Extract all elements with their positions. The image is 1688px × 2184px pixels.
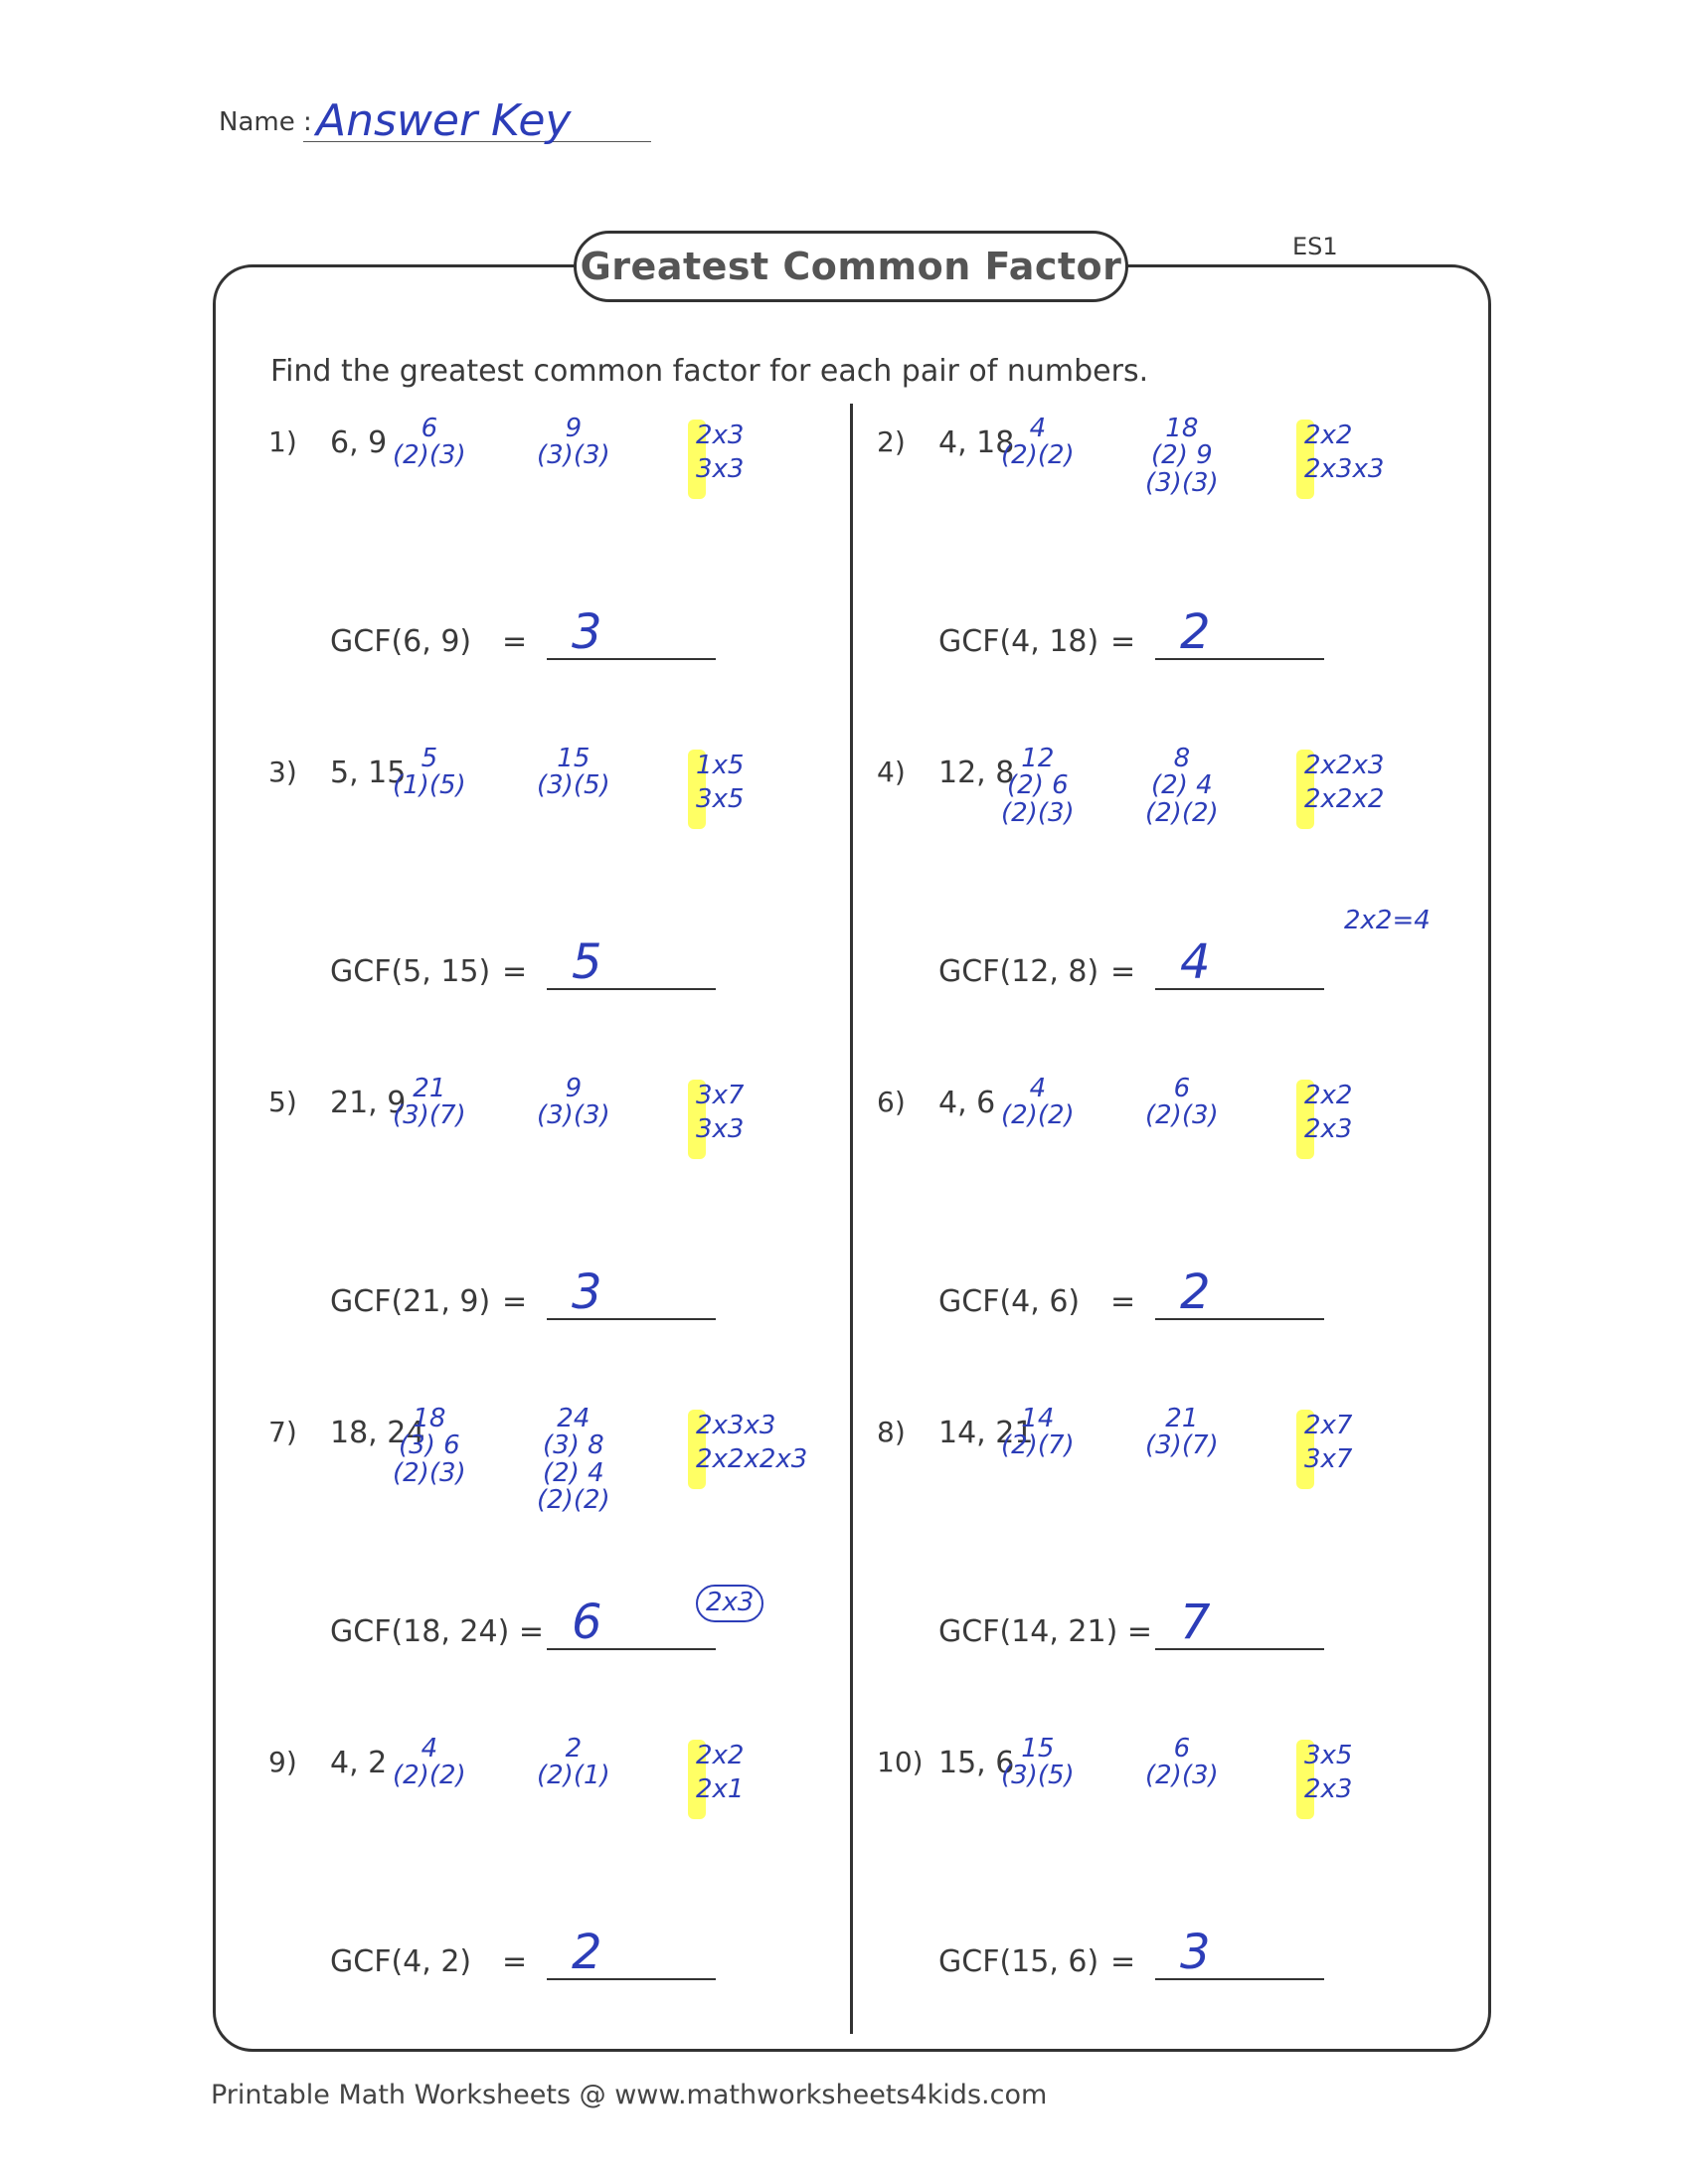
problem-numbers: 4, 18	[938, 425, 1015, 460]
problem-7	[268, 1404, 865, 1744]
problem-number: 4)	[877, 756, 906, 788]
problem-number: 5)	[268, 1086, 297, 1118]
gcf-label: GCF(4, 6)	[938, 1284, 1081, 1319]
gcf-label: GCF(15, 6)	[938, 1944, 1099, 1979]
factor-tree-b: 15 (3)(5)	[537, 744, 610, 801]
equals-sign: =	[1110, 1284, 1136, 1319]
answer: 5	[572, 934, 602, 990]
problem-numbers: 4, 2	[330, 1746, 388, 1780]
name-handwritten: Answer Key	[316, 95, 572, 146]
factor-tree-b: 18 (2) 9 (3)(3)	[1145, 414, 1219, 498]
prime-factorization: 3x5 2x3	[1304, 1741, 1353, 1804]
factor-tree-b: 6 (2)(3)	[1145, 1074, 1219, 1131]
answer: 3	[572, 604, 602, 660]
answer: 7	[1180, 1595, 1211, 1650]
problem-numbers: 14, 21	[938, 1416, 1034, 1450]
name-label: Name :	[219, 107, 312, 137]
answer: 2	[1180, 1264, 1211, 1320]
equals-sign: =	[502, 624, 528, 659]
prime-factorization: 2x3x3 2x2x2x3	[696, 1411, 808, 1474]
prime-factorization: 2x2x3 2x2x2	[1304, 751, 1385, 814]
worksheet-code: ES1	[1292, 233, 1338, 260]
problem-numbers: 12, 8	[938, 756, 1015, 790]
factor-tree-a: 4 (2)(2)	[1001, 414, 1075, 471]
equals-sign: =	[1110, 1944, 1136, 1979]
problem-number: 7)	[268, 1416, 297, 1448]
problem-2	[877, 414, 1473, 754]
factor-tree-a: 15 (3)(5)	[1001, 1734, 1075, 1791]
problem-8	[877, 1404, 1473, 1744]
problem-4	[877, 744, 1473, 1084]
factor-tree-a: 14 (2)(7)	[1001, 1404, 1075, 1461]
equals-sign: =	[502, 1284, 528, 1319]
problem-3	[268, 744, 865, 1084]
problem-numbers: 4, 6	[938, 1086, 996, 1120]
side-note: 2x3	[696, 1585, 763, 1622]
answer: 3	[1180, 1925, 1211, 1980]
factor-tree-b: 21 (3)(7)	[1145, 1404, 1219, 1461]
problem-1	[268, 414, 865, 754]
factor-tree-a: 21 (3)(7)	[393, 1074, 466, 1131]
problem-numbers: 21, 9	[330, 1086, 407, 1120]
factor-tree-a: 18 (3) 6 (2)(3)	[393, 1404, 466, 1488]
factor-tree-a: 12 (2) 6 (2)(3)	[1001, 744, 1075, 828]
factor-tree-b: 9 (3)(3)	[537, 1074, 610, 1131]
factor-tree-b: 2 (2)(1)	[537, 1734, 610, 1791]
equals-sign: =	[502, 954, 528, 989]
gcf-label: GCF(5, 15)	[330, 954, 491, 989]
equals-sign: =	[1110, 624, 1136, 659]
factor-tree-b: 8 (2) 4 (2)(2)	[1145, 744, 1219, 828]
footer: Printable Math Worksheets @ www.mathworksheets4kids.com	[211, 2080, 1048, 2110]
prime-factorization: 2x2 2x3	[1304, 1081, 1353, 1144]
problem-number: 8)	[877, 1416, 906, 1448]
problem-numbers: 5, 15	[330, 756, 407, 790]
problem-number: 9)	[268, 1746, 297, 1778]
problem-number: 2)	[877, 425, 906, 458]
answer: 2	[572, 1925, 602, 1980]
problem-number: 3)	[268, 756, 297, 788]
gcf-label: GCF(14, 21) =	[938, 1614, 1152, 1649]
answer: 3	[572, 1264, 602, 1320]
problem-5	[268, 1074, 865, 1414]
prime-factorization: 2x2 2x3x3	[1304, 420, 1385, 484]
gcf-label: GCF(4, 18)	[938, 624, 1099, 659]
answer: 2	[1180, 604, 1211, 660]
answer: 4	[1180, 934, 1211, 990]
prime-factorization: 2x2 2x1	[696, 1741, 745, 1804]
prime-factorization: 1x5 3x5	[696, 751, 745, 814]
gcf-label: GCF(6, 9)	[330, 624, 472, 659]
problem-numbers: 6, 9	[330, 425, 388, 460]
problem-number: 10)	[877, 1746, 924, 1778]
worksheet-title: Greatest Common Factor	[574, 231, 1128, 302]
problem-numbers: 18, 24	[330, 1416, 425, 1450]
factor-tree-b: 9 (3)(3)	[537, 414, 610, 471]
answer: 6	[572, 1595, 602, 1650]
factor-tree-a: 4 (2)(2)	[1001, 1074, 1075, 1131]
factor-tree-a: 6 (2)(3)	[393, 414, 466, 471]
prime-factorization: 2x7 3x7	[1304, 1411, 1353, 1474]
factor-tree-b: 24 (3) 8 (2) 4 (2)(2)	[537, 1404, 610, 1515]
gcf-label: GCF(4, 2)	[330, 1944, 472, 1979]
gcf-label: GCF(18, 24) =	[330, 1614, 544, 1649]
instructions: Find the greatest common factor for each pair of numbers.	[270, 354, 1149, 389]
factor-tree-a: 4 (2)(2)	[393, 1734, 466, 1791]
prime-factorization: 2x3 3x3	[696, 420, 745, 484]
factor-tree-b: 6 (2)(3)	[1145, 1734, 1219, 1791]
problem-number: 1)	[268, 425, 297, 458]
problem-10	[877, 1734, 1473, 2074]
side-note: 2x2=4	[1344, 906, 1431, 935]
prime-factorization: 3x7 3x3	[696, 1081, 745, 1144]
equals-sign: =	[1110, 954, 1136, 989]
factor-tree-a: 5 (1)(5)	[393, 744, 466, 801]
problem-6	[877, 1074, 1473, 1414]
equals-sign: =	[502, 1944, 528, 1979]
gcf-label: GCF(21, 9)	[330, 1284, 491, 1319]
gcf-label: GCF(12, 8)	[938, 954, 1099, 989]
problem-number: 6)	[877, 1086, 906, 1118]
problem-9	[268, 1734, 865, 2074]
problem-numbers: 15, 6	[938, 1746, 1015, 1780]
